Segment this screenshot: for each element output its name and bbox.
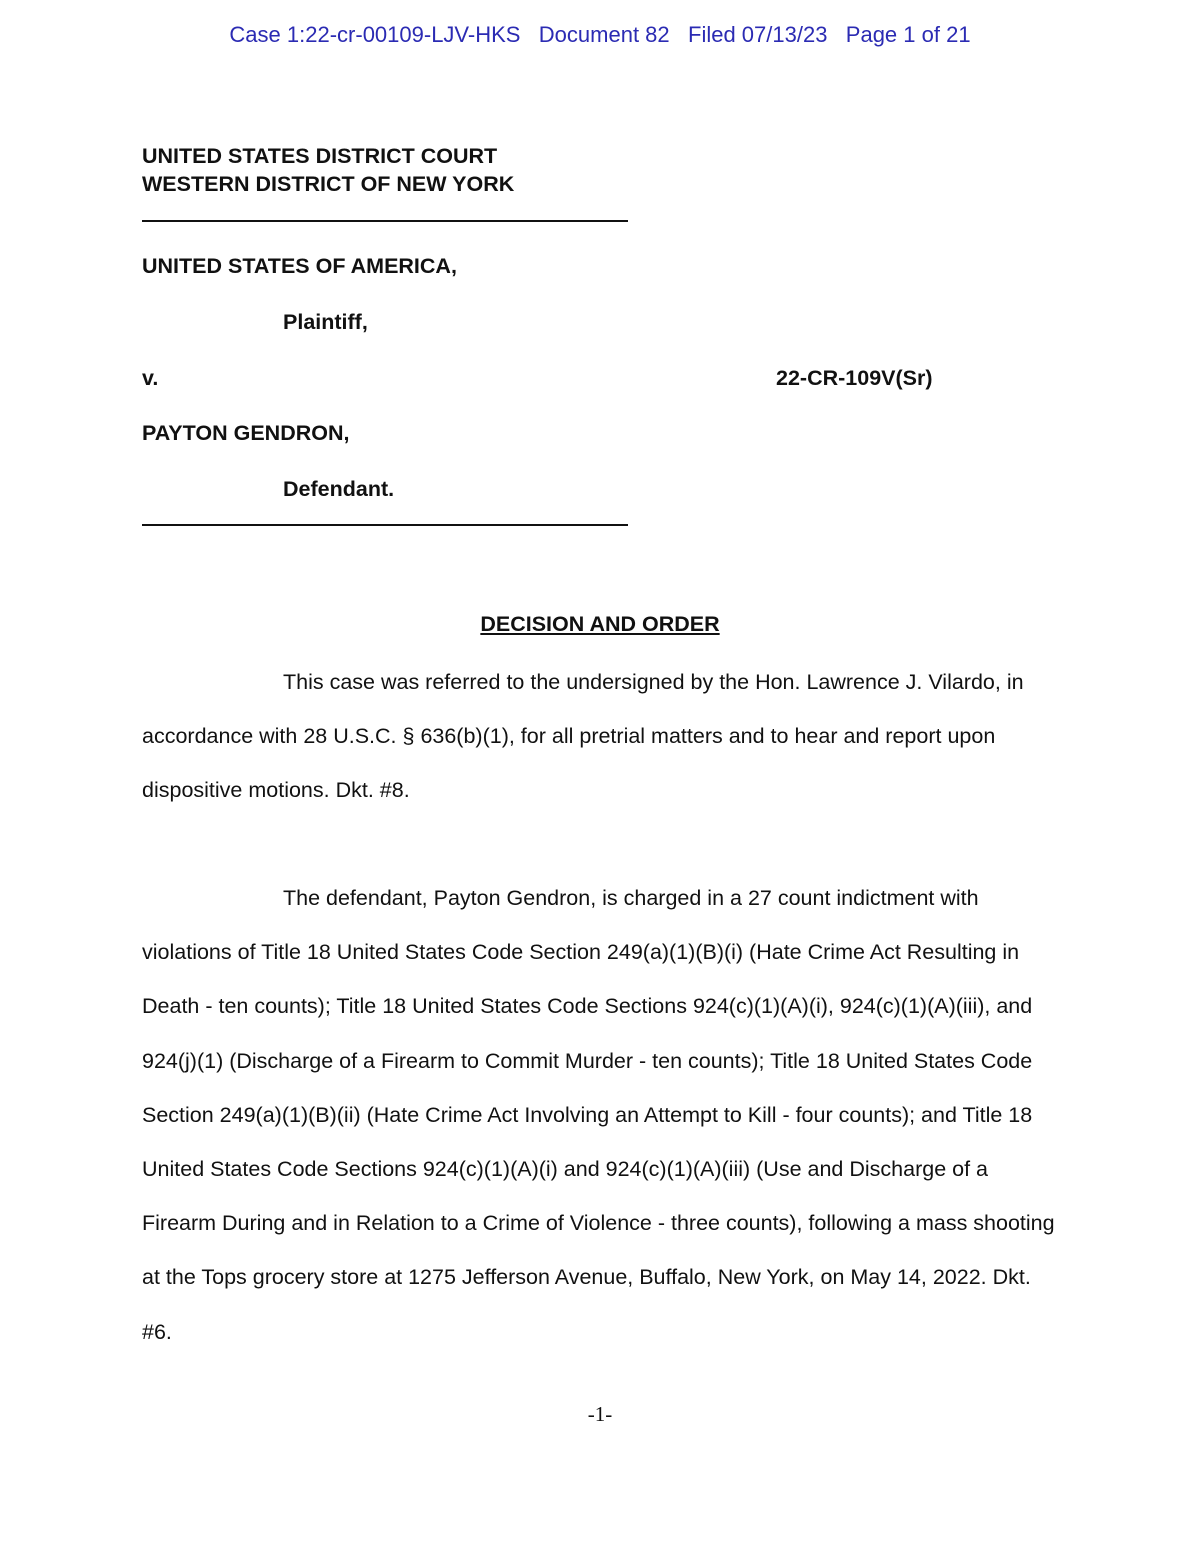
plaintiff-role: Plaintiff, bbox=[283, 310, 368, 334]
case-number: 22-CR-109V(Sr) bbox=[776, 366, 933, 390]
page-number: -1- bbox=[587, 1402, 613, 1426]
versus: v. bbox=[142, 366, 159, 390]
document-title: DECISION AND ORDER bbox=[480, 612, 720, 636]
caption-rule-bottom bbox=[142, 524, 628, 526]
defendant-role: Defendant. bbox=[283, 477, 395, 501]
document-number: Document 82 bbox=[538, 22, 670, 47]
paragraph-text: This case was referred to the undersigned by the Hon. Lawrence J. Vilardo, in accordance with 28 U.S.C. § 636(b)(1), for all pretrial matters and to hear and report upon dispositive motions. Dkt. #8. bbox=[142, 670, 1024, 803]
defendant-name: PAYTON GENDRON, bbox=[142, 421, 350, 445]
paragraph-charges bbox=[142, 871, 1057, 1359]
paragraph-referral bbox=[142, 655, 1057, 818]
caption-rule-top bbox=[142, 220, 628, 222]
page-indicator: Page 1 of 21 bbox=[845, 22, 971, 47]
paragraph-text: The defendant, Payton Gendron, is charged in a 27 count indictment with violations of Title 18 United States Code Section 249(a)(1)(B)(i) (Hate Crime Act Resulting in Death - ten counts); Title 18 United States Code Sections 924(c)(1)(A)(i), 924(c)(1)(A)(iii), and 924(j)(1) (Discharge of a Firearm to Commit Murder - ten counts); Title 18 United States Code Section 249(a)(1)(B)(ii) (Hate Crime Act Involving an Attempt to Kill - four counts); and Title 18 United States Code Sections 924(c)(1)(A)(i) and 924(c)(1)(A)(iii) (Use and Discharge of a Firearm During and in Relation to a Crime of Violence - three counts), following a mass shooting at the Tops grocery store at 1275 Jefferson Avenue, Buffalo, New York, on May 14, 2022. Dkt. #6. bbox=[142, 886, 1055, 1344]
court-name: UNITED STATES DISTRICT COURT bbox=[142, 144, 498, 168]
court-district: WESTERN DISTRICT OF NEW YORK bbox=[142, 172, 515, 196]
plaintiff-name: UNITED STATES OF AMERICA, bbox=[142, 254, 457, 278]
ecf-header bbox=[0, 22, 1200, 48]
filed-date: Filed 07/13/23 bbox=[688, 22, 828, 47]
case-id: Case 1:22-cr-00109-LJV-HKS bbox=[229, 22, 521, 47]
